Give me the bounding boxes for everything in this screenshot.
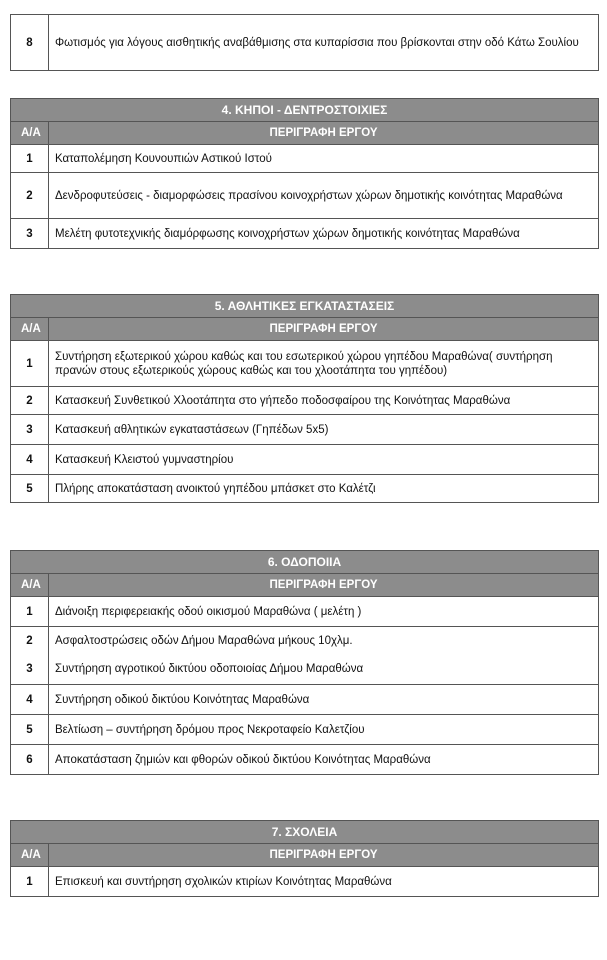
row-description: Διάνοιξη περιφερειακής οδού οικισμού Μαραθώνα ( μελέτη ) bbox=[49, 597, 599, 627]
row-description: Κατασκευή αθλητικών εγκαταστάσεων (Γηπέδων 5x5) bbox=[49, 415, 599, 445]
row-description: Επισκευή και συντήρηση σχολικών κτιρίων Κοινότητας Μαραθώνα bbox=[49, 867, 599, 897]
table-row bbox=[11, 173, 599, 219]
row-number: 3 bbox=[11, 219, 49, 249]
table-row bbox=[11, 867, 599, 897]
section-6-table bbox=[10, 550, 599, 775]
table-row bbox=[11, 685, 599, 715]
table-row bbox=[11, 655, 599, 685]
row-number: 3 bbox=[11, 655, 49, 685]
row-description: Μελέτη φυτοτεχνικής διαμόρφωσης κοινοχρήστων χώρων δημοτικής κοινότητας Μαραθώνα bbox=[49, 219, 599, 249]
row-number: 1 bbox=[11, 597, 49, 627]
row-number: 1 bbox=[11, 341, 49, 387]
row-description: Καταπολέμηση Κουνουπιών Αστικού Ιστού bbox=[49, 145, 599, 173]
table-row bbox=[11, 445, 599, 475]
row-number: 3 bbox=[11, 415, 49, 445]
column-header-number: Α/Α bbox=[11, 844, 49, 867]
table-row bbox=[11, 15, 599, 71]
section-title: 6. ΟΔΟΠΟΙΙΑ bbox=[11, 551, 599, 574]
table-row bbox=[11, 597, 599, 627]
section-title: 7. ΣΧΟΛΕΙΑ bbox=[11, 821, 599, 844]
section-title: 5. ΑΘΛΗΤΙΚΕΣ ΕΓΚΑΤΑΣΤΑΣΕΙΣ bbox=[11, 295, 599, 318]
column-header-number: Α/Α bbox=[11, 122, 49, 145]
column-header-description: ΠΕΡΙΓΡΑΦΗ ΕΡΓΟΥ bbox=[49, 122, 599, 145]
row-number: 1 bbox=[11, 867, 49, 897]
row-number: 5 bbox=[11, 715, 49, 745]
row-number: 5 bbox=[11, 475, 49, 503]
row-number: 8 bbox=[11, 15, 49, 71]
row-number: 2 bbox=[11, 173, 49, 219]
table-row bbox=[11, 387, 599, 415]
section-4-table bbox=[10, 98, 599, 249]
table-row bbox=[11, 219, 599, 249]
table-row bbox=[11, 745, 599, 775]
continuation-table bbox=[10, 14, 599, 71]
section-5-table bbox=[10, 294, 599, 503]
column-header-description: ΠΕΡΙΓΡΑΦΗ ΕΡΓΟΥ bbox=[49, 574, 599, 597]
row-description: Κατασκευή Συνθετικού Χλοοτάπητα στο γήπεδο ποδοσφαίρου της Κοινότητας Μαραθώνα bbox=[49, 387, 599, 415]
table-row bbox=[11, 627, 599, 655]
row-number: 1 bbox=[11, 145, 49, 173]
table-row bbox=[11, 415, 599, 445]
table-row bbox=[11, 341, 599, 387]
row-description: Φωτισμός για λόγους αισθητικής αναβάθμισης στα κυπαρίσσια που βρίσκονται στην οδό Κάτω Σουλίου bbox=[49, 15, 599, 71]
row-number: 4 bbox=[11, 685, 49, 715]
row-description: Συντήρηση οδικού δικτύου Κοινότητας Μαραθώνα bbox=[49, 685, 599, 715]
column-header-description: ΠΕΡΙΓΡΑΦΗ ΕΡΓΟΥ bbox=[49, 318, 599, 341]
row-number: 6 bbox=[11, 745, 49, 775]
table-row bbox=[11, 715, 599, 745]
table-row bbox=[11, 145, 599, 173]
row-description: Πλήρης αποκατάσταση ανοικτού γηπέδου μπάσκετ στο Καλέτζι bbox=[49, 475, 599, 503]
row-description: Δενδροφυτεύσεις - διαμορφώσεις πρασίνου κοινοχρήστων χώρων δημοτικής κοινότητας Μαραθώνα bbox=[49, 173, 599, 219]
column-header-number: Α/Α bbox=[11, 318, 49, 341]
row-description: Αποκατάσταση ζημιών και φθορών οδικού δικτύου Κοινότητας Μαραθώνα bbox=[49, 745, 599, 775]
row-description: Ασφαλτοστρώσεις οδών Δήμου Μαραθώνα μήκους 10χλμ. bbox=[49, 627, 599, 655]
row-number: 2 bbox=[11, 627, 49, 655]
section-title: 4. ΚΗΠΟΙ - ΔΕΝΤΡΟΣΤΟΙΧΙΕΣ bbox=[11, 99, 599, 122]
row-number: 2 bbox=[11, 387, 49, 415]
table-row bbox=[11, 475, 599, 503]
row-description: Συντήρηση αγροτικού δικτύου οδοποιοίας Δήμου Μαραθώνα bbox=[49, 655, 599, 685]
section-7-table bbox=[10, 820, 599, 897]
column-header-description: ΠΕΡΙΓΡΑΦΗ ΕΡΓΟΥ bbox=[49, 844, 599, 867]
row-number: 4 bbox=[11, 445, 49, 475]
column-header-number: Α/Α bbox=[11, 574, 49, 597]
row-description: Κατασκευή Κλειστού γυμναστηρίου bbox=[49, 445, 599, 475]
row-description: Βελτίωση – συντήρηση δρόμου προς Νεκροταφείο Καλετζίου bbox=[49, 715, 599, 745]
row-description: Συντήρηση εξωτερικού χώρου καθώς και του εσωτερικού χώρου γηπέδου Μαραθώνα( συντήρηση πρανών στους εξωτερικούς χώρους καθώς και του χλοοτάπητα του γηπέδου) bbox=[49, 341, 599, 387]
